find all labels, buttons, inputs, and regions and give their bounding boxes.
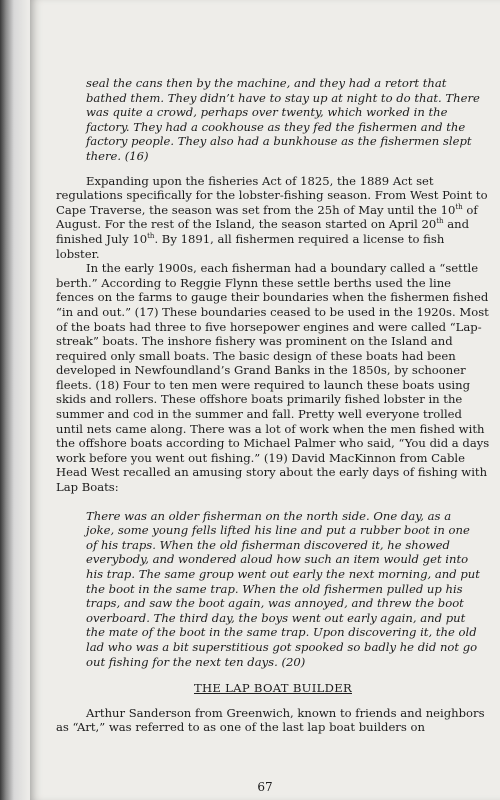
superscript-th: th — [147, 232, 155, 241]
block-quote-20: There was an older fisherman on the north side. One day, as a joke, some young fells lifted his line and put a rubber boot in one of his traps. When the old fisherman discovered it, he showed everybody, and wondered aloud how such an item would get into his trap. The same group went out early the next morning, and put the boot in the same trap. When the old fishermen pulled up his traps, and saw the boot again, was annoyed, and threw the boot overboard. The third day, the boys went out early again, and put the mate of the boot in the same trap. Upon discovering it, the old lad who was a bit superstitious got spooked so badly he did not go out fishing for the next ten days. (20) — [86, 508, 480, 669]
page-number: 67 — [257, 780, 273, 794]
paragraph-settle-berth: In the early 1900s, each fisherman had a boundary called a “settle berth.” According to Reggie Flynn these settle berths used the line fences on the farms to gauge their boundaries when the fishermen fished “in and out.” (17) These boundaries ceased to be used in the 1920s. Most of the boats had three to five horsepower engines and were called “Lap-streak” boats. The inshore fishery was prominent on the Island and required only small boats. The basic design of these boats had been developed in Newfoundland’s Grand Banks in the 1850s, by schooner fleets. (18) Four to ten men were required to launch these boats using skids and rollers. These offshore boats primarily fished lobster in the summer and cod in the summer and fall. Pretty well everyone trolled until nets came along. There was a lot of work when the men fished with the offshore boats according to Michael Palmer who said, “You did a days work before you went out fishing.” (19) David MacKinnon from Cable Head West recalled an amusing story about the early days of fishing with Lap Boats: — [56, 261, 490, 495]
superscript-th: th — [436, 217, 444, 226]
superscript-th: th — [455, 202, 463, 211]
block-quote-16: seal the cans then by the machine, and they had a retort that bathed them. They didn’t have to stay up at night to do that. There was quite a crowd, perhaps over twenty, which worked in the factory. They had a cookhouse as they fed the fishermen and the factory people. They also had a bunkhouse as the fishermen slept there. (16) — [86, 76, 480, 163]
para1-text-b: of August. For the rest of the Island, the season started on April 20 — [56, 202, 478, 232]
para1-text-c: and finished July 10 — [56, 217, 470, 246]
body-text — [56, 76, 490, 735]
section-heading: THE LAP BOAT BUILDER — [193, 681, 352, 696]
para1-text-a: Expanding upon the fisheries Act of 1825, the 1889 Act set regulations specifically for the lobster-fishing season. From West Point to Cape Traverse, the season was set from the 25h of May until the 10 — [56, 173, 488, 217]
paragraph-arthur-sanderson: Arthur Sanderson from Greenwich, known to friends and neighbors as “Art,” was referred to as one of the last lap boat builders on — [56, 705, 485, 735]
book-page — [30, 0, 500, 800]
para1-text-d: . By 1891, all fishermen required a license to fish lobster. — [56, 231, 445, 261]
paragraph-fisheries-act — [56, 174, 490, 262]
